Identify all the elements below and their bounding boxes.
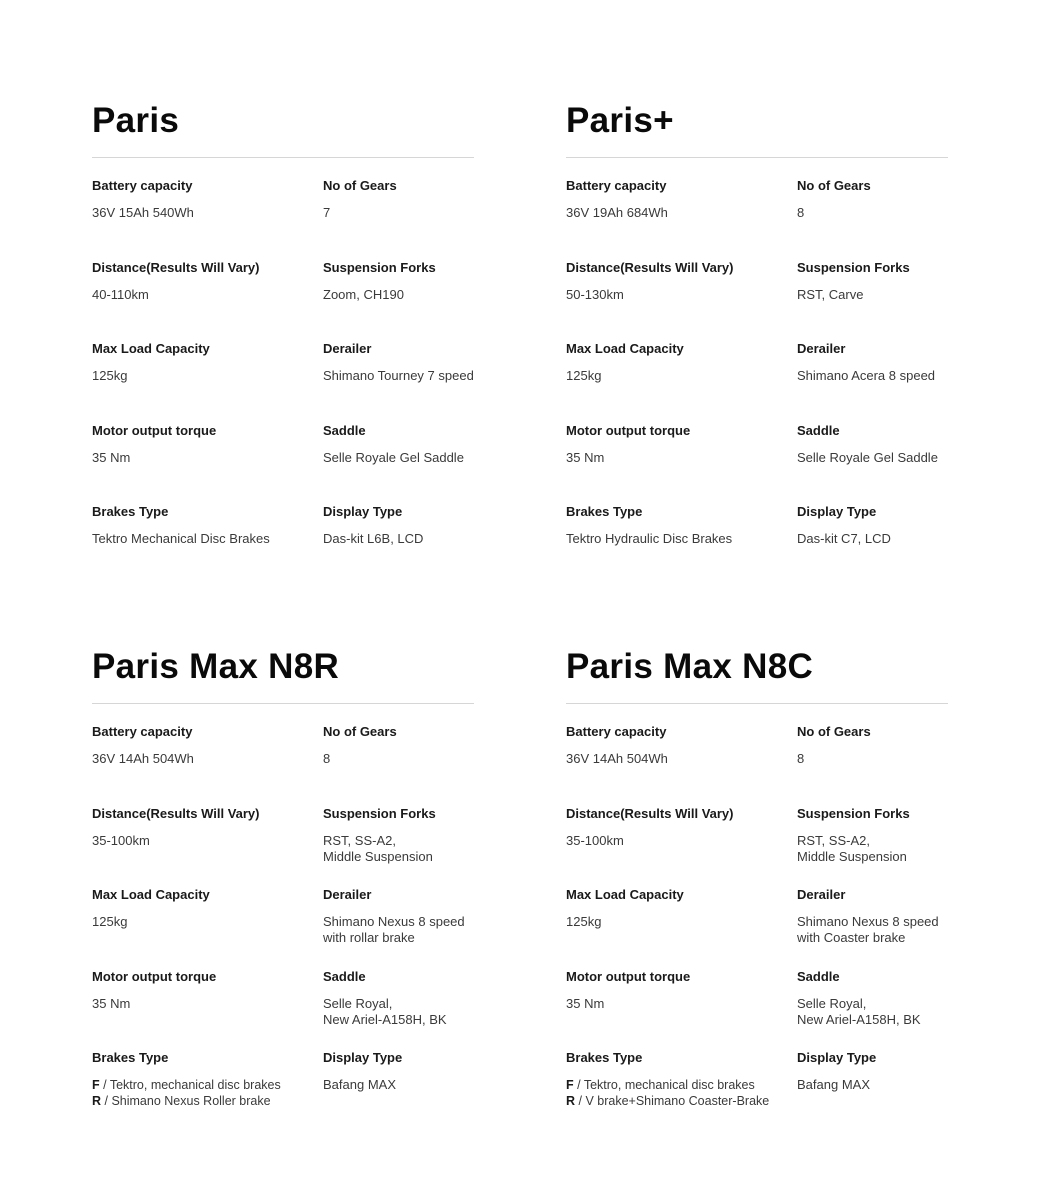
spec-value — [566, 914, 786, 930]
spec-item — [566, 178, 786, 221]
spec-value-line: 7 — [323, 205, 331, 220]
spec-label: Derailer — [797, 887, 846, 902]
spec-value-line: Bafang MAX — [323, 1077, 396, 1092]
spec-value — [797, 368, 1017, 384]
spec-value — [323, 368, 543, 384]
spec-item — [566, 1050, 786, 1109]
brake-position-prefix: R — [566, 1094, 576, 1108]
spec-label: Max Load Capacity — [92, 887, 210, 902]
spec-value-line: Das-kit C7, LCD — [797, 531, 891, 546]
spec-item — [92, 806, 312, 849]
spec-value-line: Shimano Nexus 8 speed — [797, 914, 939, 929]
spec-item — [797, 887, 1017, 946]
spec-value-line: Middle Suspension — [797, 849, 907, 864]
spec-value-line: Middle Suspension — [323, 849, 433, 864]
spec-item — [92, 178, 312, 221]
spec-value — [323, 1077, 543, 1093]
spec-value-line: with rollar brake — [323, 930, 415, 945]
spec-value-line: 35-100km — [92, 833, 150, 848]
spec-item — [797, 178, 1017, 221]
spec-label: Display Type — [797, 1050, 877, 1065]
spec-value-line: 35 Nm — [92, 996, 131, 1011]
spec-value — [566, 287, 786, 303]
spec-item — [323, 423, 543, 466]
spec-label: Max Load Capacity — [92, 341, 210, 356]
spec-label: Distance(Results Will Vary) — [566, 806, 734, 821]
spec-value-line: 40-110km — [92, 287, 149, 302]
spec-value-line: 36V 19Ah 684Wh — [566, 205, 668, 220]
spec-item — [323, 341, 543, 384]
spec-label: Saddle — [797, 423, 840, 438]
model-card-paris — [92, 100, 482, 546]
spec-value-line: Selle Royal, — [797, 996, 867, 1011]
brake-description: / V brake+Shimano Coaster-Brake — [575, 1094, 770, 1108]
spec-value — [323, 205, 543, 221]
spec-item — [323, 806, 543, 865]
spec-value — [797, 450, 1017, 466]
spec-item — [92, 969, 312, 1012]
spec-label: Motor output torque — [92, 969, 217, 984]
spec-value — [92, 1077, 312, 1109]
spec-value — [92, 833, 312, 849]
spec-item — [92, 423, 312, 466]
spec-value — [92, 368, 312, 384]
spec-item — [323, 969, 543, 1028]
spec-value-line: 35-100km — [566, 833, 624, 848]
spec-value-line: Shimano Acera 8 speed — [797, 368, 936, 383]
spec-value — [92, 205, 312, 221]
spec-value-line — [566, 1077, 786, 1093]
spec-value-line: 125kg — [566, 368, 602, 383]
spec-value — [323, 996, 543, 1028]
spec-label: No of Gears — [797, 724, 871, 739]
spec-value-line: Tektro Mechanical Disc Brakes — [92, 531, 270, 546]
brake-position-prefix: F — [92, 1078, 100, 1092]
spec-value-line — [92, 1077, 312, 1093]
spec-label: Battery capacity — [92, 724, 193, 739]
spec-value — [92, 531, 312, 547]
spec-item — [92, 887, 312, 930]
spec-value-line: Tektro Hydraulic Disc Brakes — [566, 531, 733, 546]
spec-value — [566, 996, 786, 1012]
spec-label: Battery capacity — [566, 178, 667, 193]
model-title: Paris Max N8R — [92, 647, 340, 686]
spec-label: Saddle — [323, 423, 366, 438]
spec-value-line: 36V 15Ah 540Wh — [92, 205, 194, 220]
spec-item — [797, 806, 1017, 865]
spec-label: Derailer — [323, 341, 372, 356]
spec-item — [566, 341, 786, 384]
spec-value-line: Das-kit L6B, LCD — [323, 531, 424, 546]
spec-item — [797, 1050, 1017, 1093]
spec-value-line — [566, 1093, 786, 1109]
spec-value-line: 8 — [797, 751, 805, 766]
spec-label: Display Type — [323, 504, 403, 519]
spec-label: No of Gears — [323, 724, 397, 739]
spec-value-line: 35 Nm — [566, 996, 605, 1011]
spec-value — [797, 914, 1017, 946]
brake-description: / Tektro, mechanical disc brakes — [99, 1078, 281, 1092]
spec-value-line: with Coaster brake — [797, 930, 906, 945]
spec-value — [566, 833, 786, 849]
spec-value-line: Bafang MAX — [797, 1077, 870, 1092]
spec-value-line: 36V 14Ah 504Wh — [566, 751, 668, 766]
spec-value — [797, 833, 1017, 865]
spec-value — [566, 205, 786, 221]
spec-item — [323, 887, 543, 946]
model-title: Paris Max N8C — [566, 647, 814, 686]
spec-value — [797, 751, 1017, 767]
spec-value-line: New Ariel-A158H, BK — [323, 1012, 447, 1027]
spec-value-line: Shimano Nexus 8 speed — [323, 914, 465, 929]
model-card-paris-plus — [566, 100, 956, 546]
spec-item — [566, 504, 786, 547]
spec-value-line: Selle Royal, — [323, 996, 393, 1011]
brake-position-prefix: R — [92, 1094, 102, 1108]
spec-value-line: Shimano Tourney 7 speed — [323, 368, 474, 383]
model-title: Paris — [92, 101, 180, 140]
spec-item — [92, 1050, 312, 1109]
spec-value — [797, 205, 1017, 221]
spec-value-line: Selle Royale Gel Saddle — [797, 450, 938, 465]
spec-item — [323, 178, 543, 221]
spec-value-line: 125kg — [566, 914, 602, 929]
spec-value — [566, 531, 786, 547]
spec-value — [92, 996, 312, 1012]
spec-label: Saddle — [797, 969, 840, 984]
spec-item — [323, 1050, 543, 1093]
spec-item — [566, 260, 786, 303]
spec-label: Suspension Forks — [323, 806, 436, 821]
spec-value — [323, 751, 543, 767]
spec-item — [92, 260, 312, 303]
spec-label: Suspension Forks — [797, 260, 910, 275]
spec-value — [323, 914, 543, 946]
spec-item — [566, 969, 786, 1012]
spec-value-line: 8 — [797, 205, 805, 220]
spec-value — [92, 751, 312, 767]
title-divider — [92, 157, 474, 158]
spec-value — [566, 368, 786, 384]
spec-value — [566, 1077, 786, 1109]
spec-value — [323, 531, 543, 547]
spec-item — [797, 341, 1017, 384]
spec-value-line: 36V 14Ah 504Wh — [92, 751, 194, 766]
spec-item — [323, 724, 543, 767]
spec-item — [797, 969, 1017, 1028]
brake-description: / Tektro, mechanical disc brakes — [573, 1078, 755, 1092]
spec-label: Suspension Forks — [323, 260, 436, 275]
spec-label: Suspension Forks — [797, 806, 910, 821]
spec-item — [92, 504, 312, 547]
spec-label: Battery capacity — [92, 178, 193, 193]
spec-value — [797, 996, 1017, 1028]
spec-item — [797, 504, 1017, 547]
spec-value-line: 125kg — [92, 368, 128, 383]
spec-label: Brakes Type — [92, 1050, 169, 1065]
spec-item — [797, 724, 1017, 767]
spec-value-line: 8 — [323, 751, 331, 766]
spec-item — [797, 423, 1017, 466]
spec-value-line — [92, 1093, 312, 1109]
title-divider — [92, 703, 474, 704]
spec-value — [92, 450, 312, 466]
spec-item — [92, 341, 312, 384]
model-card-paris-max-n8r — [92, 646, 482, 1108]
spec-label: Display Type — [323, 1050, 403, 1065]
spec-value — [323, 450, 543, 466]
model-title: Paris+ — [566, 101, 674, 140]
spec-label: Brakes Type — [566, 504, 643, 519]
spec-label: Distance(Results Will Vary) — [566, 260, 734, 275]
title-divider — [566, 157, 948, 158]
brake-position-prefix: F — [566, 1078, 574, 1092]
spec-item — [92, 724, 312, 767]
spec-label: Motor output torque — [566, 969, 691, 984]
spec-item — [566, 887, 786, 930]
spec-value-line: RST, Carve — [797, 287, 864, 302]
spec-value — [566, 450, 786, 466]
spec-label: Distance(Results Will Vary) — [92, 260, 260, 275]
spec-value-line: RST, SS-A2, — [323, 833, 396, 848]
spec-label: Max Load Capacity — [566, 887, 684, 902]
spec-value — [566, 751, 786, 767]
spec-item — [323, 260, 543, 303]
spec-value-line: Zoom, CH190 — [323, 287, 404, 302]
spec-label: Derailer — [323, 887, 372, 902]
spec-label: Derailer — [797, 341, 846, 356]
spec-label: Brakes Type — [566, 1050, 643, 1065]
spec-value-line: 125kg — [92, 914, 128, 929]
spec-label: Brakes Type — [92, 504, 169, 519]
spec-item — [566, 724, 786, 767]
spec-item — [797, 260, 1017, 303]
spec-value — [797, 287, 1017, 303]
spec-value — [323, 287, 543, 303]
spec-label: No of Gears — [797, 178, 871, 193]
spec-label: Motor output torque — [566, 423, 691, 438]
brake-description: / Shimano Nexus Roller brake — [101, 1094, 271, 1108]
spec-value-line: RST, SS-A2, — [797, 833, 870, 848]
spec-label: Saddle — [323, 969, 366, 984]
spec-item — [566, 806, 786, 849]
spec-value — [797, 531, 1017, 547]
spec-label: No of Gears — [323, 178, 397, 193]
spec-label: Display Type — [797, 504, 877, 519]
spec-value-line: New Ariel-A158H, BK — [797, 1012, 921, 1027]
spec-value-line: 50-130km — [566, 287, 624, 302]
spec-value — [797, 1077, 1017, 1093]
spec-value-line: 35 Nm — [566, 450, 605, 465]
spec-item — [566, 423, 786, 466]
spec-label: Max Load Capacity — [566, 341, 684, 356]
spec-value — [323, 833, 543, 865]
spec-label: Motor output torque — [92, 423, 217, 438]
spec-value — [92, 914, 312, 930]
spec-value — [92, 287, 312, 303]
spec-label: Distance(Results Will Vary) — [92, 806, 260, 821]
spec-value-line: 35 Nm — [92, 450, 131, 465]
model-card-paris-max-n8c — [566, 646, 956, 1108]
spec-item — [323, 504, 543, 547]
spec-label: Battery capacity — [566, 724, 667, 739]
title-divider — [566, 703, 948, 704]
spec-value-line: Selle Royale Gel Saddle — [323, 450, 464, 465]
